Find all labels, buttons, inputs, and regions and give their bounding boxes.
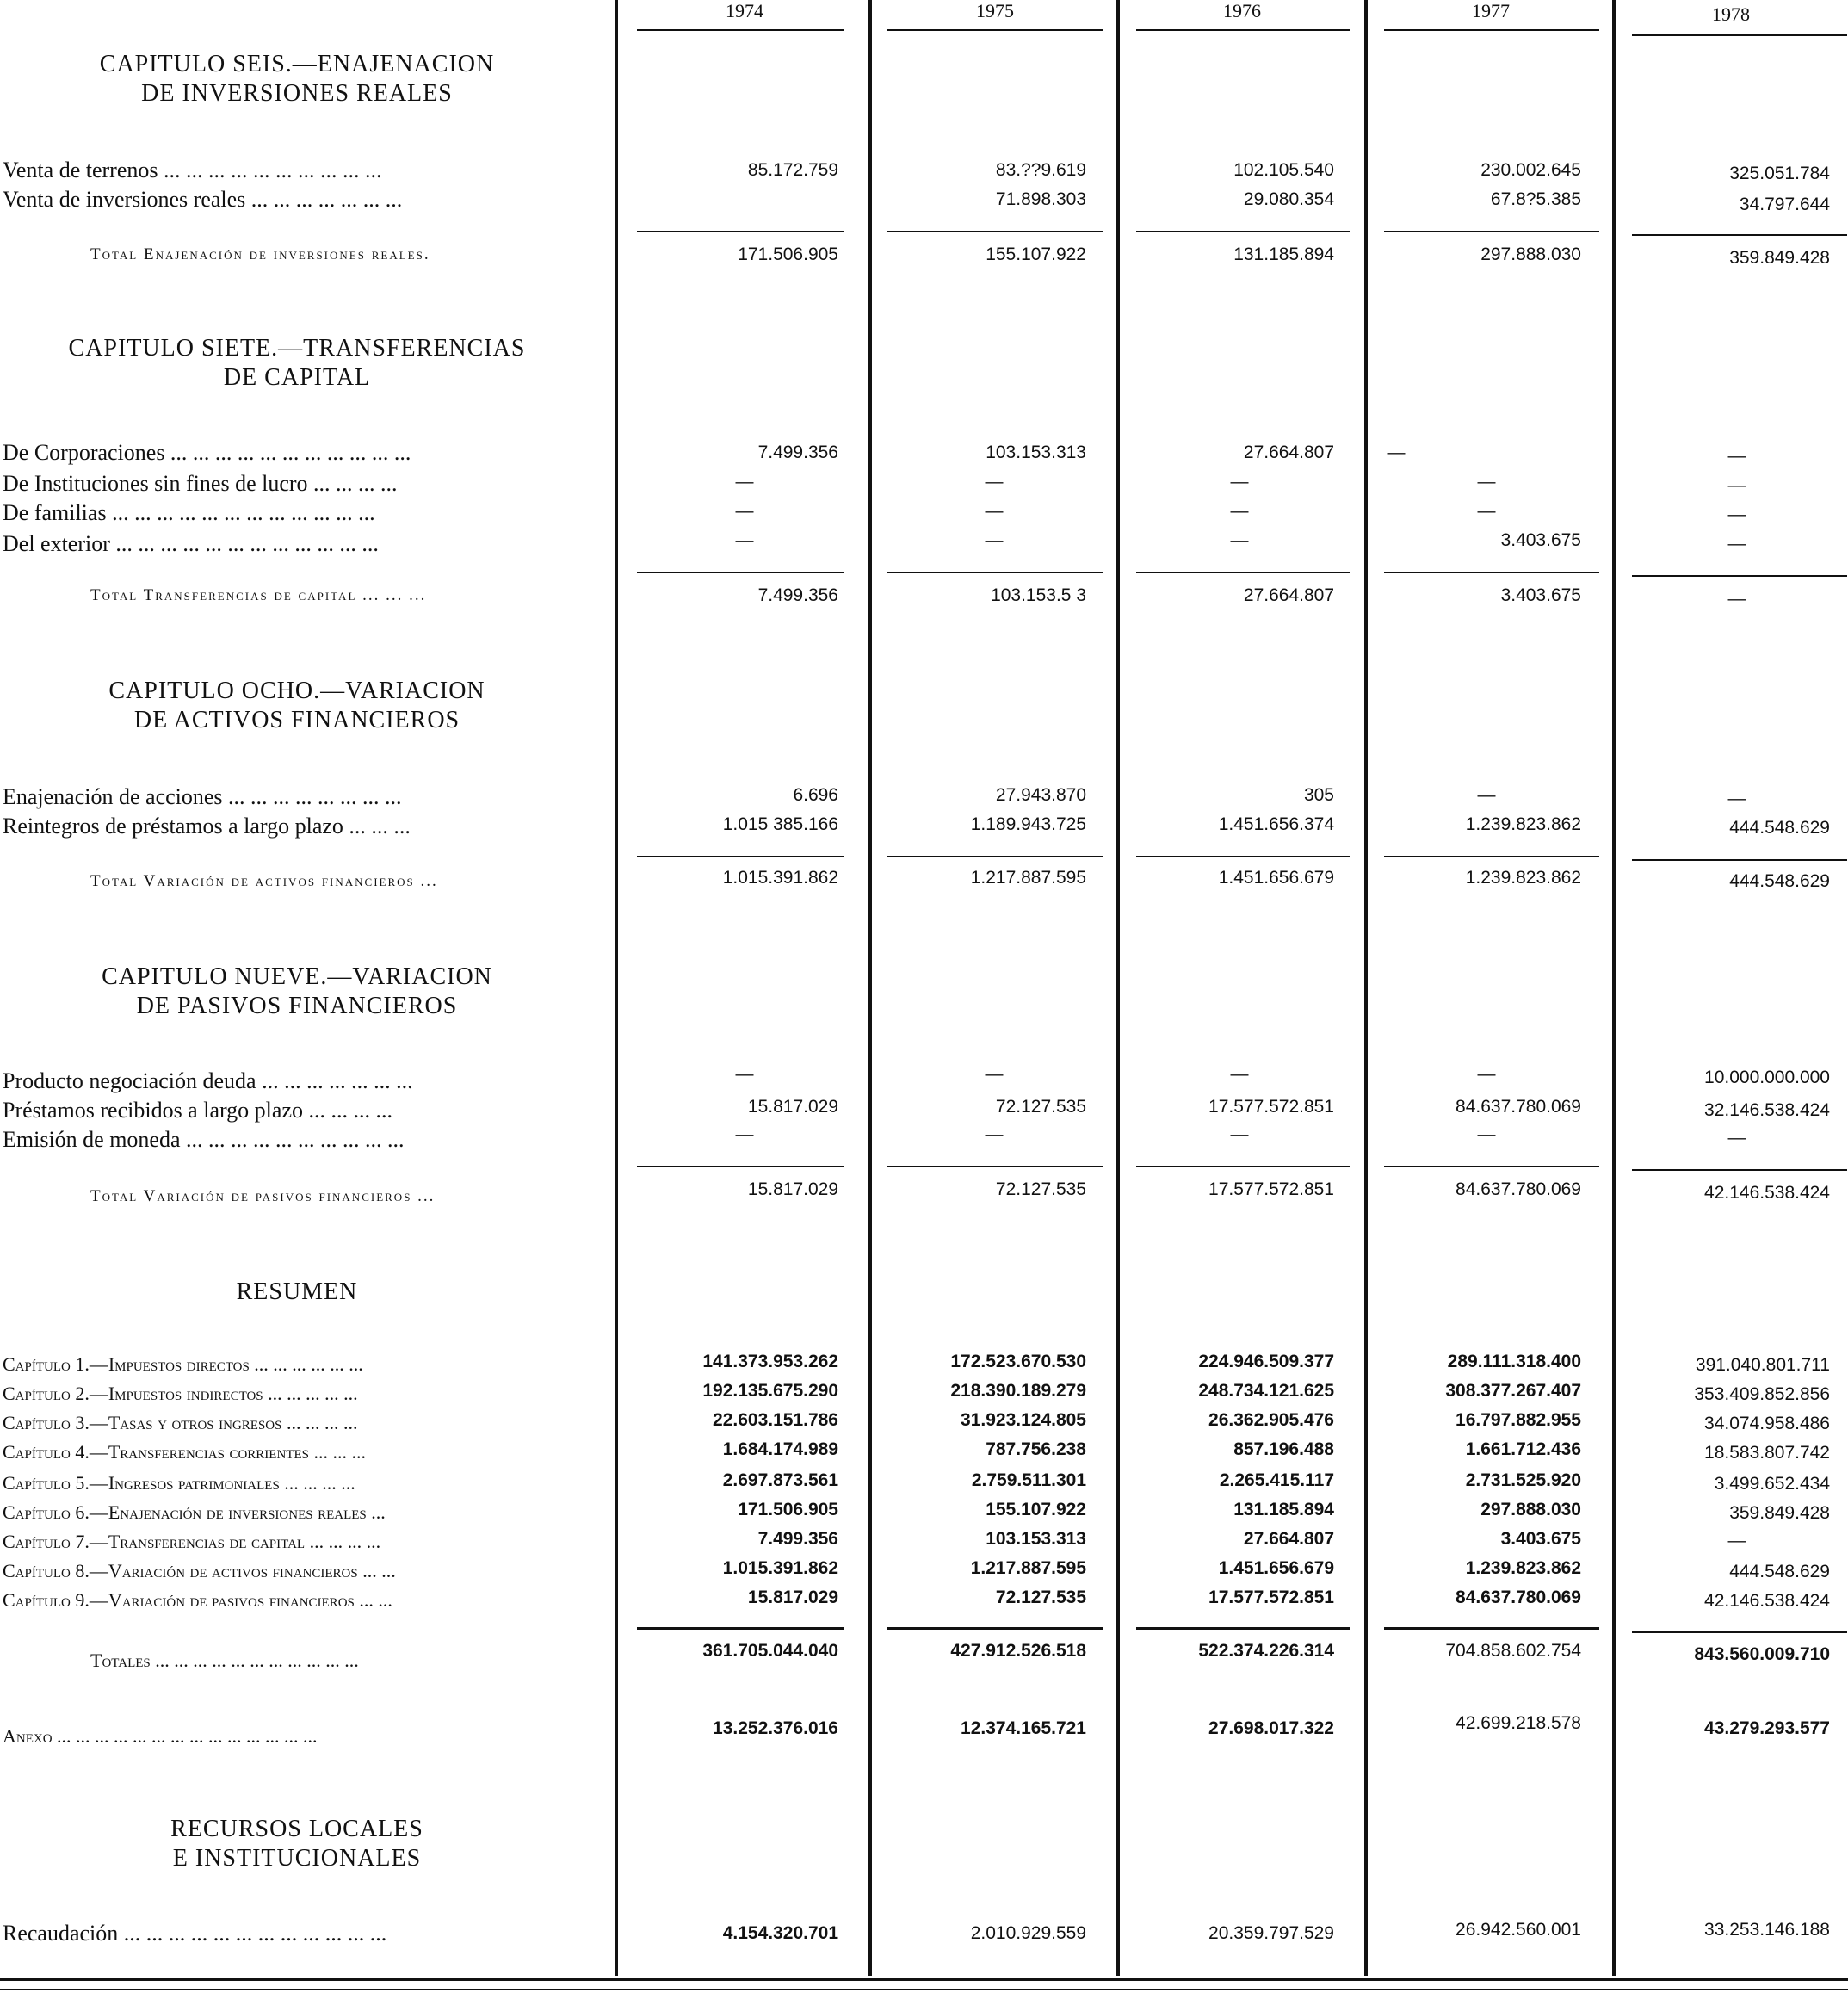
year-header-1978: 1978 — [1712, 3, 1750, 25]
row-label: Enajenación de acciones ... ... ... ... ... ... ... ... — [3, 784, 402, 809]
total-rule — [1136, 572, 1350, 573]
cell: 1.239.823.862 — [1465, 1558, 1581, 1578]
total-rule — [1384, 856, 1599, 857]
total-cell: 522.374.226.314 — [1198, 1641, 1334, 1661]
cell: 20.359.797.529 — [1208, 1923, 1334, 1943]
cell: 15.817.029 — [747, 1587, 838, 1607]
total-cell: — — [1727, 589, 1746, 609]
cell: 67.8?5.385 — [1490, 189, 1581, 209]
total-cell: 103.153.5 3 — [991, 585, 1086, 605]
cell: — — [1230, 530, 1249, 550]
cell: — — [735, 1124, 754, 1144]
total-cell: 843.560.009.710 — [1694, 1644, 1830, 1664]
cell: 1.015 385.166 — [722, 814, 838, 834]
cell: 2.265.415.117 — [1219, 1470, 1334, 1490]
total-cell: 444.548.629 — [1729, 871, 1830, 891]
total-cell: 1.239.823.862 — [1465, 868, 1581, 888]
summary-row-label: Capítulo 9.—Variación de pasivos financieros ... ... — [3, 1589, 392, 1611]
cell: 2.010.929.559 — [970, 1923, 1086, 1943]
bottom-rule — [0, 1989, 1848, 1990]
total-rule — [637, 231, 844, 232]
cell: 857.196.488 — [1233, 1439, 1334, 1459]
totales-label: Totales ... ... ... ... ... ... ... ... ... ... ... — [90, 1649, 359, 1671]
total-rule — [1632, 1169, 1847, 1171]
cell: — — [1477, 501, 1496, 521]
total-cell: 427.912.526.518 — [950, 1641, 1086, 1661]
anexo-label: Anexo ... ... ... ... ... ... ... ... ... ... ... ... ... ... — [3, 1725, 318, 1747]
total-rule — [1632, 575, 1847, 577]
total-rule — [1384, 231, 1599, 232]
total-label: Total Transferencias de capital ... ... ... — [90, 586, 427, 604]
cell: 444.548.629 — [1729, 1562, 1830, 1581]
cell: 85.172.759 — [747, 160, 838, 180]
total-cell: 361.705.044.040 — [702, 1641, 838, 1661]
cell: 1.217.887.595 — [970, 1558, 1086, 1578]
section-heading: RECURSOS LOCALES — [170, 1816, 423, 1842]
anexo-cell: 42.699.218.578 — [1456, 1713, 1581, 1733]
cell: — — [735, 1064, 754, 1084]
total-rule — [1384, 1166, 1599, 1167]
total-cell: 131.185.894 — [1233, 244, 1334, 264]
cell: 7.499.356 — [757, 443, 838, 462]
cell: 29.080.354 — [1243, 189, 1334, 209]
column-separator — [1612, 0, 1616, 1976]
cell: — — [1387, 443, 1406, 462]
cell: — — [1230, 501, 1249, 521]
total-cell: 15.817.029 — [747, 1179, 838, 1199]
row-label: Producto negociación deuda ... ... ... ... ... ... ... — [3, 1068, 413, 1093]
cell: 224.946.509.377 — [1198, 1352, 1334, 1371]
total-rule — [637, 1627, 844, 1630]
cell: — — [985, 1064, 1004, 1084]
cell: — — [1727, 475, 1746, 495]
row-label: De Instituciones sin fines de lucro ... ... ... ... — [3, 471, 398, 496]
total-cell: 359.849.428 — [1729, 248, 1830, 268]
cell: — — [985, 472, 1004, 492]
total-rule — [1632, 1631, 1847, 1633]
cell: 1.451.656.374 — [1218, 814, 1334, 834]
cell: 218.390.189.279 — [950, 1381, 1086, 1401]
summary-row-label: Capítulo 3.—Tasas y otros ingresos ... ... ... ... — [3, 1412, 358, 1433]
section-heading: RESUMEN — [236, 1278, 358, 1305]
cell: 141.373.953.262 — [702, 1352, 838, 1371]
cell: 84.637.780.069 — [1456, 1097, 1581, 1117]
cell: — — [1230, 1124, 1249, 1144]
header-rule — [1136, 29, 1350, 31]
year-header-1977: 1977 — [1472, 0, 1510, 22]
section-heading: DE CAPITAL — [223, 364, 371, 391]
cell: 444.548.629 — [1729, 818, 1830, 838]
row-label: Venta de terrenos ... ... ... ... ... ... ... ... ... ... — [3, 158, 382, 183]
cell: 15.817.029 — [747, 1097, 838, 1117]
cell: — — [1727, 504, 1746, 524]
cell: — — [735, 530, 754, 550]
anexo-cell: 13.252.376.016 — [713, 1718, 838, 1738]
cell: 4.154.320.701 — [722, 1923, 838, 1943]
cell: 192.135.675.290 — [702, 1381, 838, 1401]
cell: 10.000.000.000 — [1704, 1068, 1830, 1087]
cell: 34.074.958.486 — [1704, 1414, 1830, 1433]
cell: 353.409.852.856 — [1694, 1384, 1830, 1404]
anexo-cell: 43.279.293.577 — [1704, 1718, 1830, 1738]
cell: — — [1230, 472, 1249, 492]
summary-row-label: Capítulo 8.—Variación de activos financieros ... ... — [3, 1560, 396, 1581]
cell: 391.040.801.711 — [1695, 1355, 1830, 1375]
cell: 171.506.905 — [738, 1500, 838, 1519]
total-label: Total Variación de activos financieros ... — [90, 872, 438, 890]
cell: — — [735, 472, 754, 492]
header-rule — [887, 29, 1103, 31]
section-heading: DE ACTIVOS FINANCIEROS — [133, 707, 460, 733]
section-heading: CAPITULO SEIS.—ENAJENACION — [99, 51, 495, 77]
total-cell: 27.664.807 — [1243, 585, 1334, 605]
cell: 22.603.151.786 — [713, 1410, 838, 1430]
column-separator — [1364, 0, 1368, 1976]
section-heading: CAPITULO OCHO.—VARIACION — [108, 678, 485, 704]
section-heading: CAPITULO SIETE.—TRANSFERENCIAS — [68, 335, 526, 362]
cell: 1.189.943.725 — [970, 814, 1086, 834]
total-rule — [887, 856, 1103, 857]
cell: 6.696 — [793, 785, 838, 805]
total-cell: 1.451.656.679 — [1218, 868, 1334, 888]
year-header-1976: 1976 — [1223, 0, 1261, 22]
cell: 27.664.807 — [1243, 443, 1334, 462]
cell: 305 — [1303, 785, 1334, 805]
cell: 26.942.560.001 — [1456, 1920, 1581, 1940]
cell: 172.523.670.530 — [950, 1352, 1086, 1371]
cell: — — [985, 501, 1004, 521]
cell: 42.146.538.424 — [1704, 1591, 1830, 1611]
cell: 72.127.535 — [995, 1097, 1086, 1117]
cell: — — [735, 501, 754, 521]
total-label: Total Enajenación de inversiones reales. — [90, 245, 430, 263]
total-rule — [1136, 1166, 1350, 1167]
cell: 131.185.894 — [1233, 1500, 1334, 1519]
cell: — — [1477, 1064, 1496, 1084]
cell: — — [1477, 785, 1496, 805]
cell: 18.583.807.742 — [1704, 1443, 1830, 1463]
summary-row-label: Capítulo 7.—Transferencias de capital ... ... ... ... — [3, 1531, 381, 1552]
cell: 155.107.922 — [986, 1500, 1086, 1519]
section-heading: DE INVERSIONES REALES — [141, 80, 453, 107]
summary-row-label: Capítulo 1.—Impuestos directos ... ... ... ... ... ... — [3, 1353, 363, 1375]
total-rule — [1136, 856, 1350, 857]
cell: 1.661.712.436 — [1465, 1439, 1581, 1459]
total-rule — [637, 856, 844, 857]
total-label: Total Variación de pasivos financieros ... — [90, 1187, 436, 1205]
cell: 33.253.146.188 — [1704, 1920, 1830, 1940]
total-rule — [637, 1166, 844, 1167]
row-label: Emisión de moneda ... ... ... ... ... ... ... ... ... ... — [3, 1127, 405, 1152]
total-rule — [1632, 859, 1847, 861]
column-separator — [1116, 0, 1120, 1976]
cell: 102.105.540 — [1233, 160, 1334, 180]
header-rule — [1384, 29, 1599, 31]
total-cell: 72.127.535 — [995, 1179, 1086, 1199]
total-cell: 155.107.922 — [986, 244, 1086, 264]
cell: 359.849.428 — [1729, 1503, 1830, 1523]
cell: 34.797.644 — [1739, 195, 1830, 214]
cell: 1.684.174.989 — [722, 1439, 838, 1459]
total-rule — [637, 572, 844, 573]
row-label: Reintegros de préstamos a largo plazo ... ... ... — [3, 814, 411, 839]
total-cell: 171.506.905 — [738, 244, 838, 264]
cell: 31.923.124.805 — [961, 1410, 1086, 1430]
total-cell: 7.499.356 — [757, 585, 838, 605]
anexo-cell: 12.374.165.721 — [961, 1718, 1086, 1738]
total-rule — [887, 1627, 1103, 1630]
cell: 7.499.356 — [757, 1529, 838, 1549]
cell: 787.756.238 — [986, 1439, 1086, 1459]
row-label: De Corporaciones ... ... ... ... ... ... ... ... ... ... ... — [3, 440, 411, 465]
cell: 1.015.391.862 — [722, 1558, 838, 1578]
total-rule — [887, 1166, 1103, 1167]
cell: 72.127.535 — [995, 1587, 1086, 1607]
cell: 2.759.511.301 — [971, 1470, 1086, 1490]
row-label: De familias ... ... ... ... ... ... ... ... ... ... ... ... — [3, 500, 375, 525]
summary-row-label: Capítulo 6.—Enajenación de inversiones reales ... — [3, 1501, 386, 1523]
row-label: Venta de inversiones reales ... ... ... ... ... ... ... — [3, 187, 403, 212]
total-cell: 84.637.780.069 — [1456, 1179, 1581, 1199]
total-cell: 3.403.675 — [1500, 585, 1581, 605]
row-label: Del exterior ... ... ... ... ... ... ... ... ... ... ... ... — [3, 531, 379, 556]
cell: — — [1727, 1531, 1746, 1550]
cell: — — [985, 530, 1004, 550]
cell: 26.362.905.476 — [1208, 1410, 1334, 1430]
total-rule — [1136, 1627, 1350, 1630]
cell: 248.734.121.625 — [1198, 1381, 1334, 1401]
cell: 27.664.807 — [1243, 1529, 1334, 1549]
row-label: Préstamos recibidos a largo plazo ... ... ... ... — [3, 1098, 392, 1123]
total-cell: 1.217.887.595 — [970, 868, 1086, 888]
cell: 325.051.784 — [1729, 164, 1830, 183]
total-rule — [1384, 1627, 1599, 1630]
cell: — — [1230, 1064, 1249, 1084]
cell: — — [1727, 446, 1746, 466]
cell: 3.499.652.434 — [1714, 1474, 1830, 1494]
cell: 27.943.870 — [995, 785, 1086, 805]
summary-row-label: Capítulo 4.—Transferencias corrientes ... ... ... — [3, 1441, 366, 1463]
section-heading: DE PASIVOS FINANCIEROS — [136, 993, 458, 1019]
cell: — — [985, 1124, 1004, 1144]
cell: — — [1727, 789, 1746, 808]
cell: 103.153.313 — [986, 443, 1086, 462]
total-rule — [1632, 234, 1847, 236]
total-cell: 17.577.572.851 — [1208, 1179, 1334, 1199]
cell: 103.153.313 — [986, 1529, 1086, 1549]
cell: 83.??9.619 — [995, 160, 1086, 180]
cell: 84.637.780.069 — [1456, 1587, 1581, 1607]
cell: 32.146.538.424 — [1704, 1100, 1830, 1120]
summary-row-label: Capítulo 2.—Impuestos indirectos ... ... ... ... ... — [3, 1383, 358, 1404]
column-separator — [868, 0, 872, 1976]
row-label: Recaudación ... ... ... ... ... ... ... ... ... ... ... ... — [3, 1921, 387, 1946]
total-rule — [887, 572, 1103, 573]
header-rule — [637, 29, 844, 31]
total-rule — [1136, 231, 1350, 232]
cell: 1.239.823.862 — [1465, 814, 1581, 834]
section-heading: CAPITULO NUEVE.—VARIACION — [102, 963, 492, 990]
cell: 3.403.675 — [1500, 1529, 1581, 1549]
total-cell: 297.888.030 — [1480, 244, 1581, 264]
total-cell: 42.146.538.424 — [1704, 1183, 1830, 1203]
total-rule — [1384, 572, 1599, 573]
cell: 2.697.873.561 — [722, 1470, 838, 1490]
year-header-1975: 1975 — [976, 0, 1014, 22]
cell: — — [1477, 1124, 1496, 1144]
bottom-rule — [0, 1978, 1848, 1981]
total-cell: 704.858.602.754 — [1445, 1641, 1581, 1661]
anexo-cell: 27.698.017.322 — [1208, 1718, 1334, 1738]
cell: 1.451.656.679 — [1218, 1558, 1334, 1578]
section-heading: E INSTITUCIONALES — [172, 1845, 422, 1872]
cell: — — [1727, 534, 1746, 554]
cell: 308.377.267.407 — [1445, 1381, 1581, 1401]
cell: 297.888.030 — [1480, 1500, 1581, 1519]
year-header-1974: 1974 — [726, 0, 763, 22]
cell: 71.898.303 — [995, 189, 1086, 209]
cell: 230.002.645 — [1480, 160, 1581, 180]
cell: 289.111.318.400 — [1447, 1352, 1581, 1371]
cell: — — [1727, 1128, 1746, 1148]
cell: 2.731.525.920 — [1465, 1470, 1581, 1490]
summary-row-label: Capítulo 5.—Ingresos patrimoniales ... ... ... ... — [3, 1472, 355, 1494]
header-rule — [1632, 34, 1847, 36]
cell: 16.797.882.955 — [1456, 1410, 1581, 1430]
cell: 17.577.572.851 — [1208, 1097, 1334, 1117]
column-separator — [615, 0, 618, 1976]
cell: — — [1477, 472, 1496, 492]
total-rule — [887, 231, 1103, 232]
total-cell: 1.015.391.862 — [722, 868, 838, 888]
cell: 17.577.572.851 — [1208, 1587, 1334, 1607]
cell: 3.403.675 — [1500, 530, 1581, 550]
